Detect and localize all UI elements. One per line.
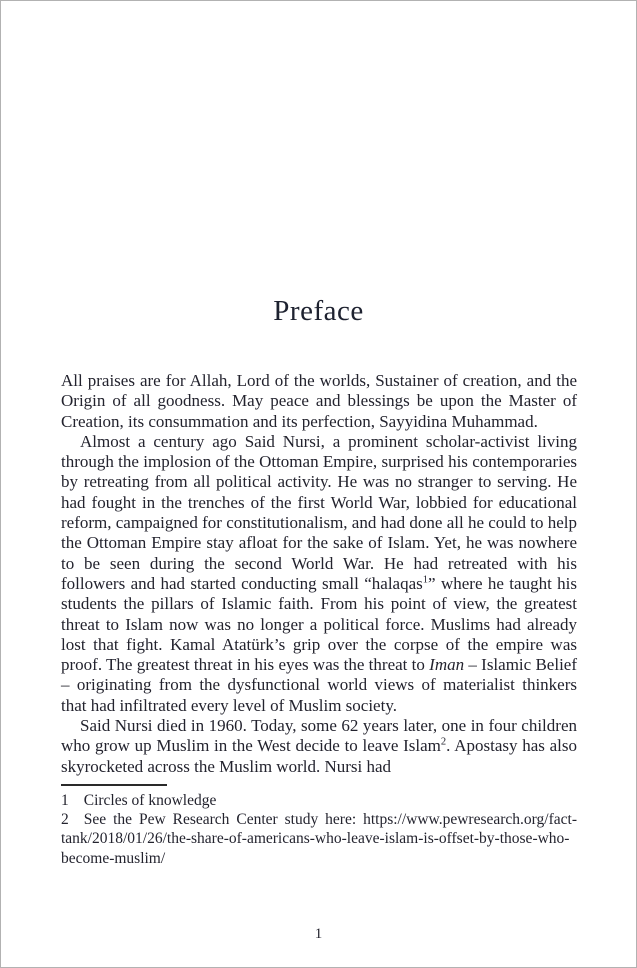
footnote-text: Circles of knowledge <box>83 791 217 809</box>
footnote-reference: 2 <box>440 736 447 748</box>
paragraph <box>61 432 577 716</box>
footnote-number: 1 <box>61 791 69 809</box>
text-run: ” where he taught his students the pillars of Islamic faith. From his point of view, the greatest threat to Islam now was no longer a political force. Muslims had already lost that fight. Kamal Atatürk’s grip over the corpse of the empire was proof. The greatest threat in his eyes was the threat to <box>61 573 578 675</box>
footnote-number: 2 <box>61 811 69 829</box>
text-run: Almost a century ago Said Nursi, a prominent scholar-activist living through the implosion of the Ottoman Empire, surprised his contemporaries by retreating from all political activity. He was no stranger to serving. He had fought in the trenches of the first World War, lobbied for educational reform, campaigned for constitutionalism, and had done all he could to help the Ottoman Empire stay afloat for the sake of Islam. Yet, he was nowhere to be seen during the second World War. He had retreated with his followers and had started conducting small “halaqas <box>61 431 577 593</box>
footnote <box>61 791 577 810</box>
paragraph <box>61 716 577 777</box>
footnote-reference: 1 <box>422 574 429 586</box>
text-run: – Islamic Belief – originating from the dysfunctional world views of materialist thinkers that had infiltrated every level of Muslim society. <box>61 655 578 715</box>
italic-term: Iman <box>429 655 465 675</box>
footnote <box>61 810 577 868</box>
text-run: . Apostasy has also skyrocketed across the Muslim world. Nursi had <box>61 736 577 776</box>
footnote-divider <box>61 784 167 786</box>
chapter-title: Preface <box>273 295 364 327</box>
text-run: Said Nursi died in 1960. Today, some 62 years later, one in four children who grow up Muslim in the West decide to leave Islam <box>61 716 577 756</box>
paragraph <box>61 371 577 432</box>
body-text <box>1 371 636 777</box>
footnote-text: See the Pew Research Center study here: https://www.pewresearch.org/fact-tank/2018/01/26/the-share-of-americans-who-leave-islam-is-offset-by-those-who-become-muslim/ <box>61 811 577 867</box>
page-number: 1 <box>314 926 323 942</box>
footnotes <box>1 791 636 868</box>
text-run: All praises are for Allah, Lord of the worlds, Sustainer of creation, and the Origin of all goodness. May peace and blessings be upon the Master of Creation, its consummation and its perfection, Sayyidina Muhammad. <box>61 371 577 431</box>
